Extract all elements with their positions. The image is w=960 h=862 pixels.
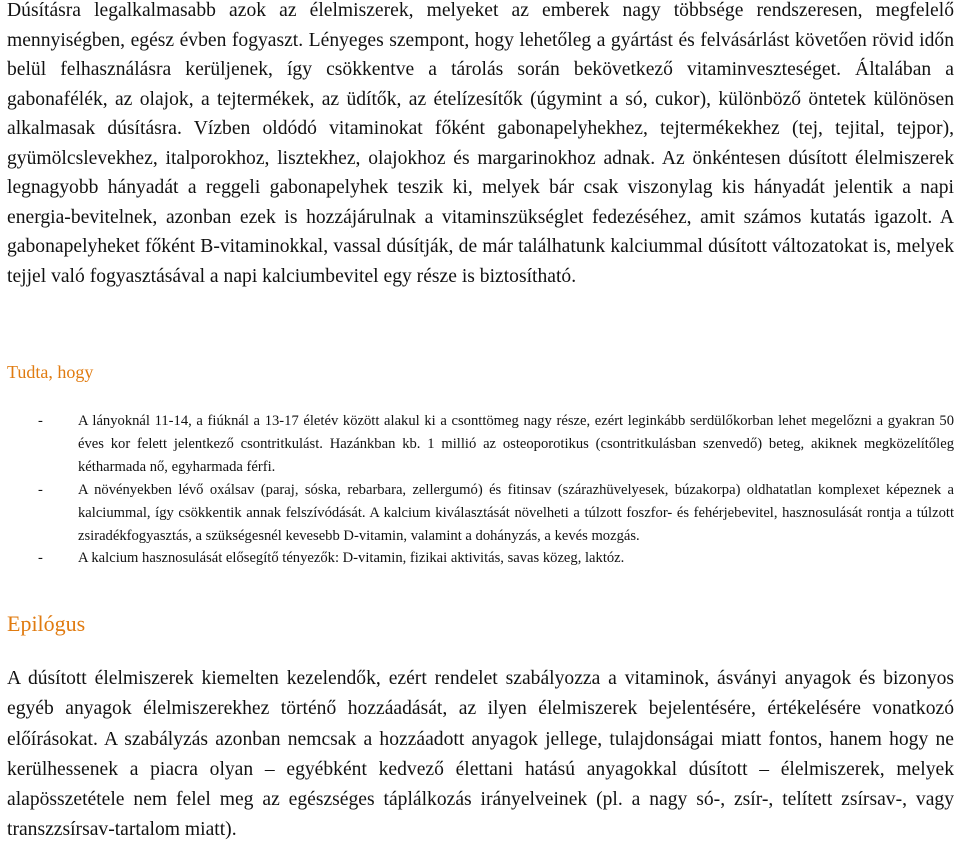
list-item: [38, 547, 954, 570]
list-item-text: A kalcium hasznosulását elősegítő tényezők: D-vitamin, fizikai aktivitás, savas közeg, laktóz.: [78, 550, 625, 567]
tudta-hogy-heading: Tudta, hogy: [7, 362, 94, 382]
list-item-text: A növényekben lévő oxálsav (paraj, sóska, rebarbara, zellergumó) és fitinsav (szárazhüvelyesek, búzakorpa) oldhatatlan komplexet képeznek a kalciummal, így csökkentik annak felszívódását. A kalcium kiválasztását növelheti a túlzott foszfor- és fehérjebevitel, hasznosulását rontja a túlzott zsiradékfogyasztás, a szükségesnél kevesebb D-vitamin, valamint a dohányzás, a kevés mozgás.: [78, 481, 954, 544]
epilogus-heading: Epilógus: [7, 611, 86, 636]
list-item: [38, 479, 954, 548]
tudta-hogy-list: [38, 410, 954, 570]
list-item-text: A lányoknál 11-14, a fiúknál a 13-17 életév között alakul ki a csonttömeg nagy része, ezért leginkább serdülőkorban lehet megelőzni a gyakran 50 éves kor felett jelentkező csontritkulást. Hazánkban kb. 1 millió az osteoporotikus (csontritkulásban szenvedő) beteg, akiknek megközelítőleg kétharmada nő, egyharmada férfi.: [78, 413, 954, 475]
intro-paragraph: Dúsításra legalkalmasabb azok az élelmiszerek, melyeket az emberek nagy többsége rendszeresen, megfelelő mennyiségben, egész évben fogyaszt. Lényeges szempont, hogy lehetőleg a gyártást és felvásárlást követően rövid időn belül felhasználásra kerüljenek, így csökkentve a tárolás során bekövetkező vitaminveszteséget. Általában a gabonafélék, az olajok, a tejtermékek, az üdítők, az ételízesítők (úgymint a só, cukor), különböző öntetek különösen alkalmasak dúsításra. Vízben oldódó vitaminokat főként gabonapelyhekhez, tejtermékekhez (tej, tejital, tejpor), gyümölcslevekhez, italporokhoz, lisztekhez, olajokhoz és margarinokhoz adnak. Az önkéntesen dúsított élelmiszerek legnagyobb hányadát a reggeli gabonapelyhek teszik ki, melyek bár csak viszonylag kis hányadát jelentik a napi energia-bevitelnek, azonban ezek is hozzájárulnak a vitaminszükséglet fedezéséhez, amit számos kutatás igazolt. A gabonapelyheket főként B-vitaminokkal, vassal dúsítják, de már találhatunk kalciummal dúsított változatokat is, melyek tejjel való fogyasztásával a napi kalciumbevitel egy része is biztosítható.: [7, 0, 954, 287]
list-item: [38, 410, 954, 479]
list-dash: -: [38, 550, 43, 567]
list-dash: -: [38, 481, 43, 498]
epilogus-paragraph: A dúsított élelmiszerek kiemelten kezelendők, ezért rendelet szabályozza a vitaminok, ásványi anyagok és bizonyos egyéb anyagok élelmiszerekhez történő hozzáadását, az ilyen élelmiszerek bejelentésére, értékelésére vonatkozó előírásokat. A szabályzás azonban nemcsak a hozzáadott anyagok jellege, tulajdonságai miatt fontos, hanem hogy ne kerülhessenek a piacra olyan – egyébként kedvező élettani hatású anyagokkal dúsított – élelmiszerek, melyek alapösszetétele nem felel meg az egészséges táplálkozás irányelveinek (pl. a nagy só-, zsír-, telített zsírsav-, vagy transzzsírsav-tartalom miatt).: [7, 668, 954, 841]
list-dash: -: [38, 413, 43, 429]
